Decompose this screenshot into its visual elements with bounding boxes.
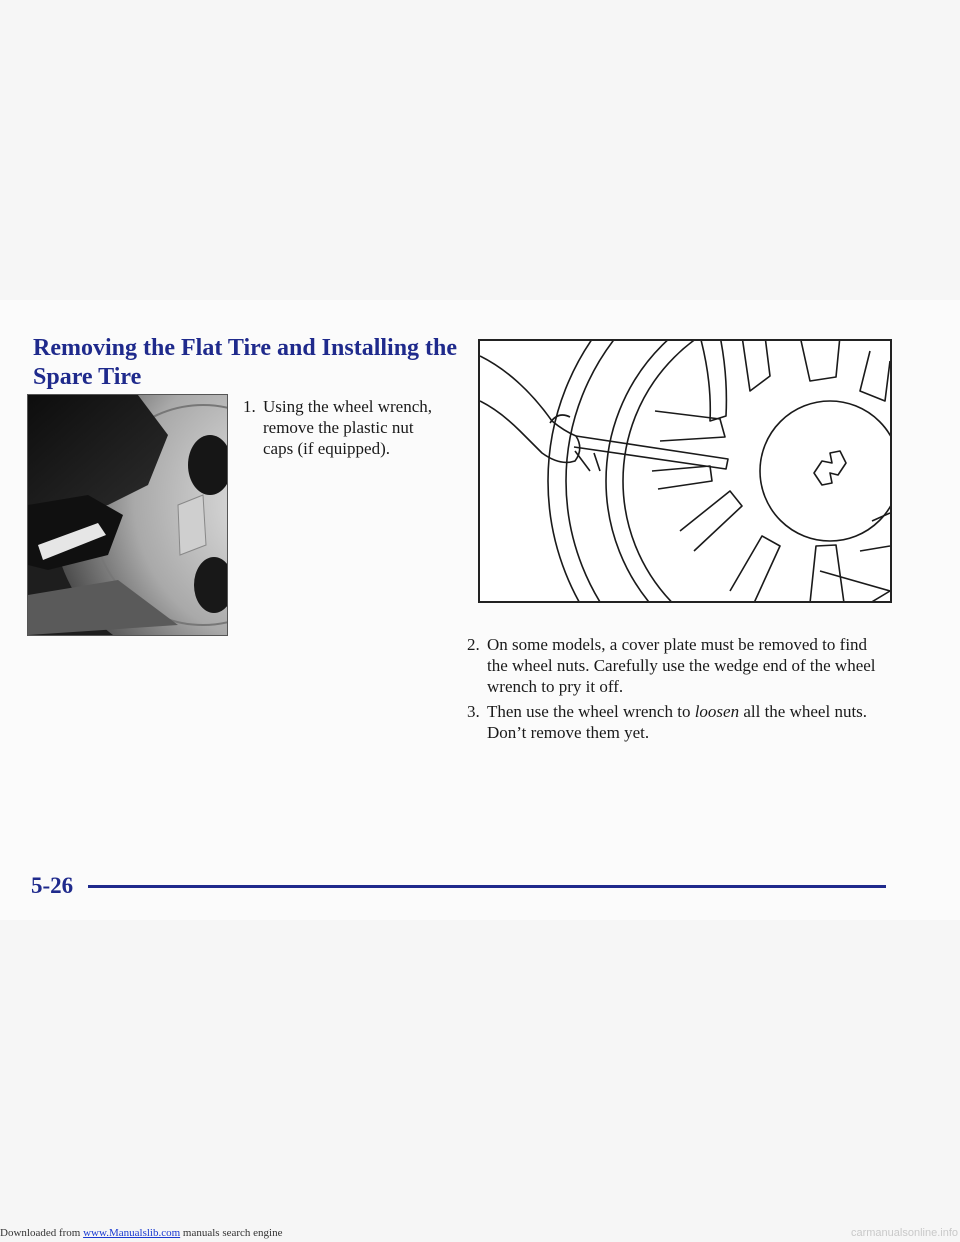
step-2-number: 2. <box>467 635 480 654</box>
step-2 <box>467 634 887 697</box>
step-3-text <box>467 701 887 743</box>
wheel-wrench-illustration <box>478 339 892 603</box>
step-3-text-before: Then use the wheel wrench to <box>487 702 695 721</box>
watermark: carmanualsonline.info <box>850 1227 958 1239</box>
nut-cap-photo <box>27 394 228 636</box>
download-footer <box>0 1226 282 1240</box>
step-3-emphasis: loosen <box>694 702 740 721</box>
page-number: 5-26 <box>31 873 74 898</box>
step-3 <box>467 701 887 743</box>
step-1 <box>243 396 443 459</box>
footer-suffix: manuals search engine <box>180 1227 283 1239</box>
step-3-number: 3. <box>467 702 480 721</box>
footer-rule <box>88 885 886 888</box>
manualslib-link[interactable]: www.Manualslib.com <box>83 1227 181 1239</box>
step-1-number: 1. <box>243 397 256 416</box>
footer-prefix: Downloaded from <box>0 1227 84 1239</box>
step-2-text: On some models, a cover plate must be removed to find the wheel nuts. Carefully use the wedge end of the wheel wrench to pry it off. <box>487 635 876 696</box>
step-1-text: Using the wheel wrench, remove the plastic nut caps (if equipped). <box>263 397 433 458</box>
section-title: Removing the Flat Tire and Installing the Spare Tire <box>33 335 458 390</box>
step-3-text-after: all the wheel nuts. Don’t remove them yet. <box>487 702 868 742</box>
